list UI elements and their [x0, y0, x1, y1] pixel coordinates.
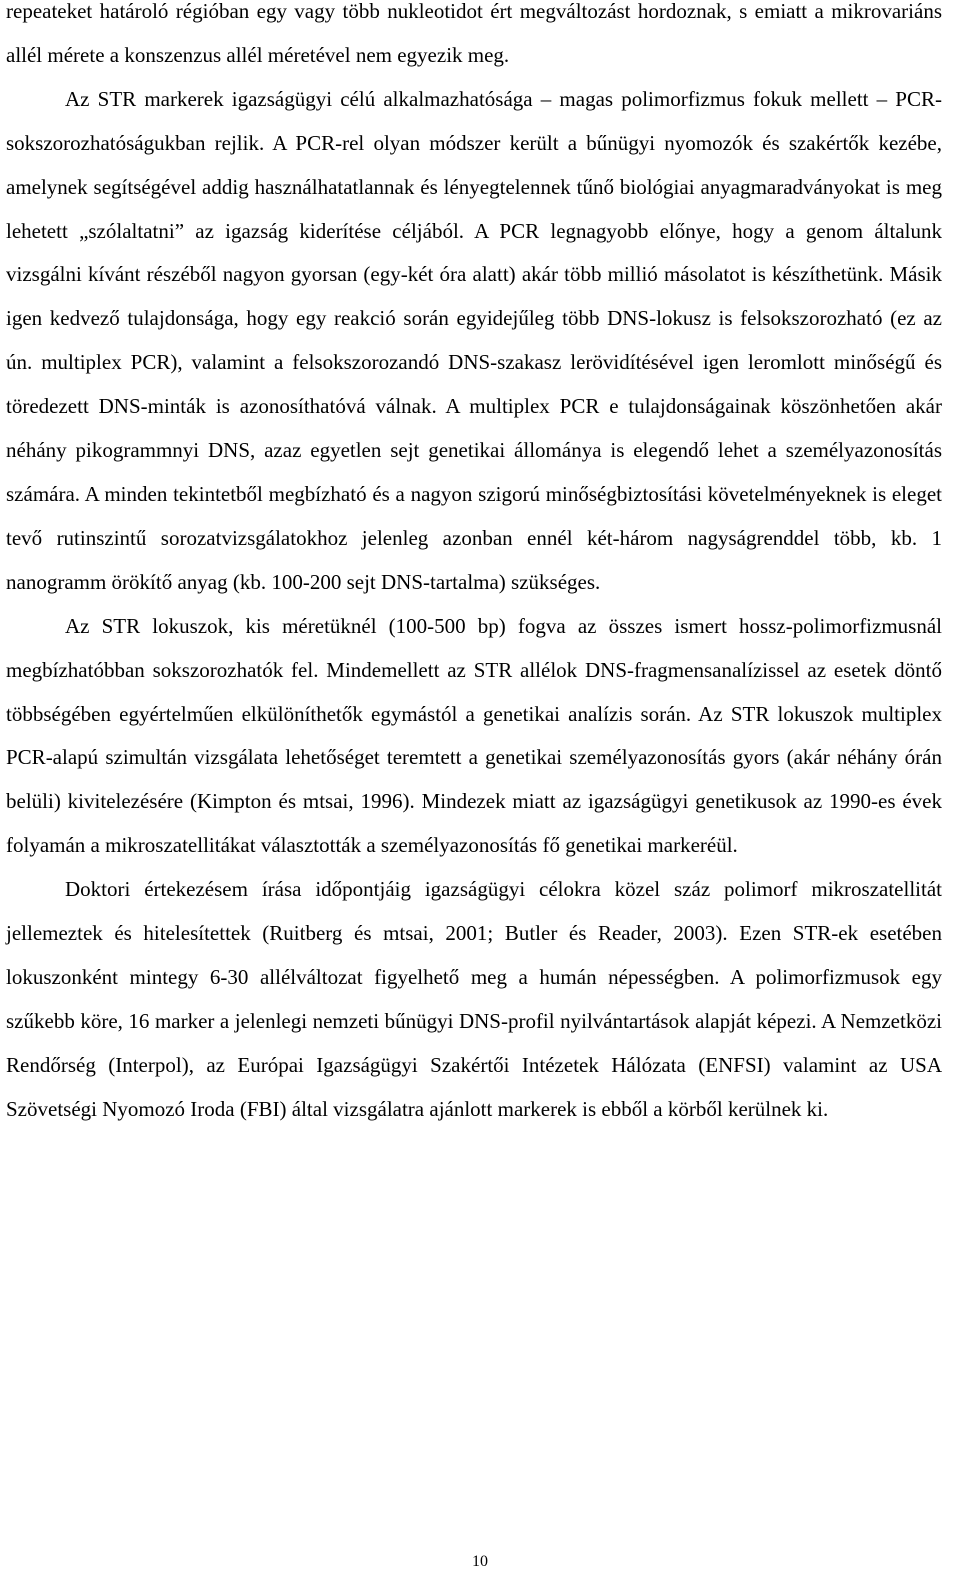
paragraph-3: Az STR lokuszok, kis méretüknél (100-500 bp) fogva az összes ismert hossz-polimorfizmusnál megbízhatóbban sokszorozhatók fel. Mindemellett az STR allélok DNS-fragmensanalízissel az esetek döntő többségében egyértelműen elkülöníthetők egymástól a genetikai analízis során. Az STR lokuszok multiplex PCR-alapú szimultán vizsgálata lehetőséget teremtett a genetikai személyazonosítás gyors (akár néhány órán belüli) kivitelezésére (Kimpton és mtsai, 1996). Mindezek miatt az igazságügyi genetikusok az 1990-es évek folyamán a mikroszatellitákat választották a személyazonosítás fő genetikai markeréül. [6, 613, 942, 858]
page-number: 10 [472, 1553, 488, 1570]
body-text [6, 0, 942, 1132]
paragraph-4: Doktori értekezésem írása időpontjáig igazságügyi célokra közel száz polimorf mikroszatellitát jellemeztek és hitelesítettek (Ruitberg és mtsai, 2001; Butler és Reader, 2003). Ezen STR-ek esetében lokuszonként mintegy 6-30 allélváltozat figyelhető meg a humán népességben. A polimorfizmusok egy szűkebb köre, 16 marker a jelenlegi nemzeti bűnügyi DNS-profil nyilvántartások alapját képezi. A Nemzetközi Rendőrség (Interpol), az Európai Igazságügyi Szakértői Intézetek Hálózata (ENFSI) valamint az USA Szövetségi Nyomozó Iroda (FBI) által vizsgálatra ajánlott markerek is ebből a körből kerülnek ki. [6, 877, 942, 1121]
paragraph-2: Az STR markerek igazságügyi célú alkalmazhatósága – magas polimorfizmus fokuk mellett – PCR-sokszorozhatóságukban rejlik. A PCR-rel olyan módszer került a bűnügyi nyomozók és szakértők kezébe, amelynek segítségével addig használhatatlannak és lényegtelennek tűnő biológiai anyagmaradványokat is meg lehetett „szólaltatni” az igazság kiderítése céljából. A PCR legnagyobb előnye, hogy a genom általunk vizsgálni kívánt részéből nagyon gyorsan (egy-két óra alatt) akár több millió másolatot is készíthetünk. Másik igen kedvező tulajdonsága, hogy egy reakció során egyidejűleg több DNS-lokusz is felsokszorozható (ez az ún. multiplex PCR), valamint a felsokszorozandó DNS-szakasz lerövidítésével igen leromlott minőségű és töredezett DNS-minták is azonosíthatóvá válnak. A multiplex PCR e tulajdonságainak köszönhetően akár néhány pikogrammnyi DNS, azaz egyetlen sejt genetikai állománya is elegendő lehet a személyazonosítás számára. A minden tekintetből megbízható és a nagyon szigorú minőségbiztosítási követelményeknek is eleget tevő rutinszintű sorozatvizsgálatokhoz jelenleg azonban ennél két-három nagyságrenddel több, kb. 1 nanogramm örökítő anyag (kb. 100-200 sejt DNS-tartalma) szükséges. [6, 86, 942, 594]
paragraph-1: repeateket határoló régióban egy vagy több nukleotidot ért megváltozást hordoznak, s emiatt a mikrovariáns allél mérete a konszenzus allél méretével nem egyezik meg. [6, 0, 942, 67]
